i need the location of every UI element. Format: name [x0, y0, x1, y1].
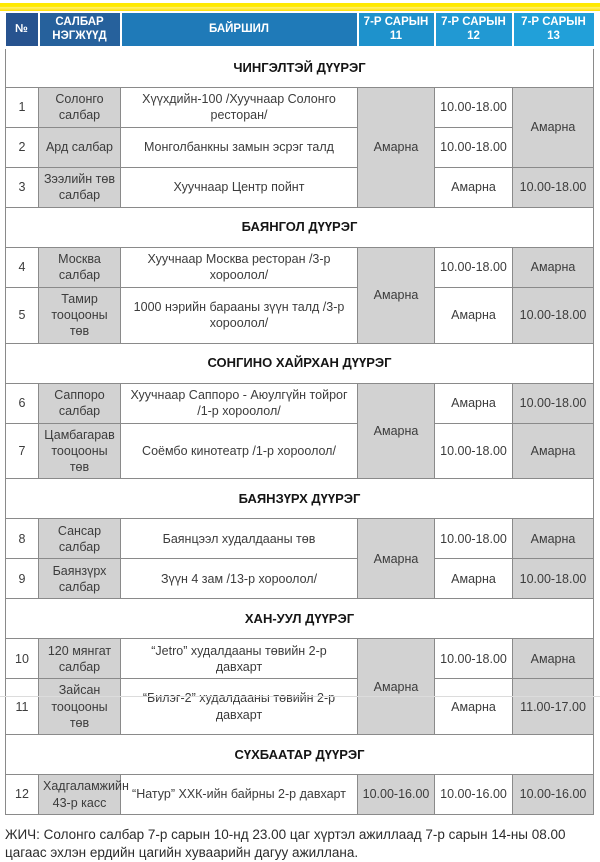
table-row [6, 519, 594, 559]
cell-location: “Jetro” худалдааны төвийн 2-р давхарт [121, 639, 358, 679]
district-header-row [6, 207, 594, 247]
table-row [6, 423, 594, 479]
cell-location: Хуучнаар Саппоро - Аюулгүйн тойрог /1-р хороолол/ [121, 383, 358, 423]
table-row [6, 383, 594, 423]
district-header-row [6, 735, 594, 775]
cell-location: Хуучнаар Москва ресторан /3-р хороолол/ [121, 247, 358, 287]
cell-jul13: Амарна [513, 423, 594, 479]
table-header [6, 13, 594, 47]
column-header-july-11: 7-Р САРЫН 11 [358, 13, 435, 47]
cell-location: Хуучнаар Центр пойнт [121, 167, 358, 207]
cell-no: 1 [6, 87, 39, 127]
cell-jul12: Амарна [435, 287, 513, 343]
cell-branch: Москва салбар [39, 247, 121, 287]
cell-jul12: 10.00-18.00 [435, 639, 513, 679]
cell-location: “Натур” ХХК-ийн байрны 2-р давхарт [121, 775, 358, 815]
district-title: БАЯНЗҮРХ ДҮҮРЭГ [6, 479, 594, 519]
cell-jul12: 10.00-18.00 [435, 87, 513, 127]
cell-location: Баянцээл худалдааны төв [121, 519, 358, 559]
cell-location: Хүүхдийн-100 /Хуучнаар Солонго ресторан/ [121, 87, 358, 127]
district-title: ЧИНГЭЛТЭЙ ДҮҮРЭГ [6, 47, 594, 87]
cell-jul13: 10.00-18.00 [513, 167, 594, 207]
cell-jul12: 10.00-18.00 [435, 247, 513, 287]
district-title: БАЯНГОЛ ДҮҮРЭГ [6, 207, 594, 247]
cell-no: 5 [6, 287, 39, 343]
cell-location: Зүүн 4 зам /13-р хороолол/ [121, 559, 358, 599]
cell-jul12: 10.00-18.00 [435, 519, 513, 559]
column-header-location: БАЙРШИЛ [121, 13, 358, 47]
table-row [6, 127, 594, 167]
cell-jul12: Амарна [435, 559, 513, 599]
cell-jul13: 10.00-18.00 [513, 383, 594, 423]
cell-branch: Тамир тооцооны төв [39, 287, 121, 343]
column-header-branch: САЛБАР НЭГЖҮҮД [39, 13, 121, 47]
district-header-row [6, 599, 594, 639]
cell-no: 11 [6, 679, 39, 735]
cell-jul13: 10.00-18.00 [513, 287, 594, 343]
cell-no: 4 [6, 247, 39, 287]
bottom-divider [0, 696, 600, 697]
table-row [6, 87, 594, 127]
branch-schedule-table [5, 13, 594, 815]
cell-jul12: 10.00-16.00 [435, 775, 513, 815]
district-header-row [6, 47, 594, 87]
cell-jul11: 10.00-16.00 [358, 775, 435, 815]
cell-no: 2 [6, 127, 39, 167]
cell-location: 1000 нэрийн барааны зүүн талд /3-р хороолол/ [121, 287, 358, 343]
district-header-row [6, 479, 594, 519]
column-header-july-13: 7-Р САРЫН 13 [513, 13, 594, 47]
cell-no: 3 [6, 167, 39, 207]
cell-location: Монголбанкны замын эсрэг талд [121, 127, 358, 167]
cell-branch: Зээлийн төв салбар [39, 167, 121, 207]
cell-branch: Хадгаламжийн 43-р касс [39, 775, 121, 815]
cell-no: 10 [6, 639, 39, 679]
cell-jul11: Амарна [358, 247, 435, 343]
cell-jul13: Амарна [513, 247, 594, 287]
cell-branch: Баянзүрх салбар [39, 559, 121, 599]
district-header-row [6, 343, 594, 383]
district-title: ХАН-УУЛ ДҮҮРЭГ [6, 599, 594, 639]
cell-no: 8 [6, 519, 39, 559]
table-row [6, 287, 594, 343]
cell-branch: Сансар салбар [39, 519, 121, 559]
cell-jul12: Амарна [435, 383, 513, 423]
cell-jul13: 10.00-18.00 [513, 559, 594, 599]
footnote: ЖИЧ: Солонго салбар 7-р сарын 10-нд 23.00 цаг хүртэл ажиллаад 7-р сарын 14-ны 08.00 цагаас эхлэн ердийн цагийн хуваарийн дагуу ажиллана. [5, 827, 566, 861]
cell-location: “Билэг-2” худалдааны төвийн 2-р давхарт [121, 679, 358, 735]
cell-jul12: 10.00-18.00 [435, 127, 513, 167]
cell-branch: Цамбагарав тооцооны төв [39, 423, 121, 479]
cell-branch: Саппоро салбар [39, 383, 121, 423]
cell-no: 9 [6, 559, 39, 599]
cell-jul11: Амарна [358, 383, 435, 479]
cell-branch: Солонго салбар [39, 87, 121, 127]
cell-no: 6 [6, 383, 39, 423]
cell-jul12: Амарна [435, 167, 513, 207]
table-row [6, 167, 594, 207]
table-row [6, 247, 594, 287]
cell-jul12: 10.00-18.00 [435, 423, 513, 479]
cell-jul13: 11.00-17.00 [513, 679, 594, 735]
district-title: СҮХБААТАР ДҮҮРЭГ [6, 735, 594, 775]
table-row [6, 639, 594, 679]
cell-branch: 120 мянгат салбар [39, 639, 121, 679]
cell-jul13: Амарна [513, 87, 594, 167]
top-accent-bar [0, 3, 600, 11]
cell-no: 12 [6, 775, 39, 815]
cell-jul11: Амарна [358, 519, 435, 599]
cell-jul11: Амарна [358, 639, 435, 735]
cell-jul11: Амарна [358, 87, 435, 207]
cell-jul13: Амарна [513, 519, 594, 559]
district-title: СОНГИНО ХАЙРХАН ДҮҮРЭГ [6, 343, 594, 383]
cell-branch: Ард салбар [39, 127, 121, 167]
cell-jul13: Амарна [513, 639, 594, 679]
cell-jul12: Амарна [435, 679, 513, 735]
column-header-number: № [6, 13, 39, 47]
cell-location: Соёмбо кинотеатр /1-р хороолол/ [121, 423, 358, 479]
table-row [6, 679, 594, 735]
cell-no: 7 [6, 423, 39, 479]
column-header-july-12: 7-Р САРЫН 12 [435, 13, 513, 47]
cell-jul13: 10.00-16.00 [513, 775, 594, 815]
table-row [6, 775, 594, 815]
table-row [6, 559, 594, 599]
cell-branch: Зайсан тооцооны төв [39, 679, 121, 735]
